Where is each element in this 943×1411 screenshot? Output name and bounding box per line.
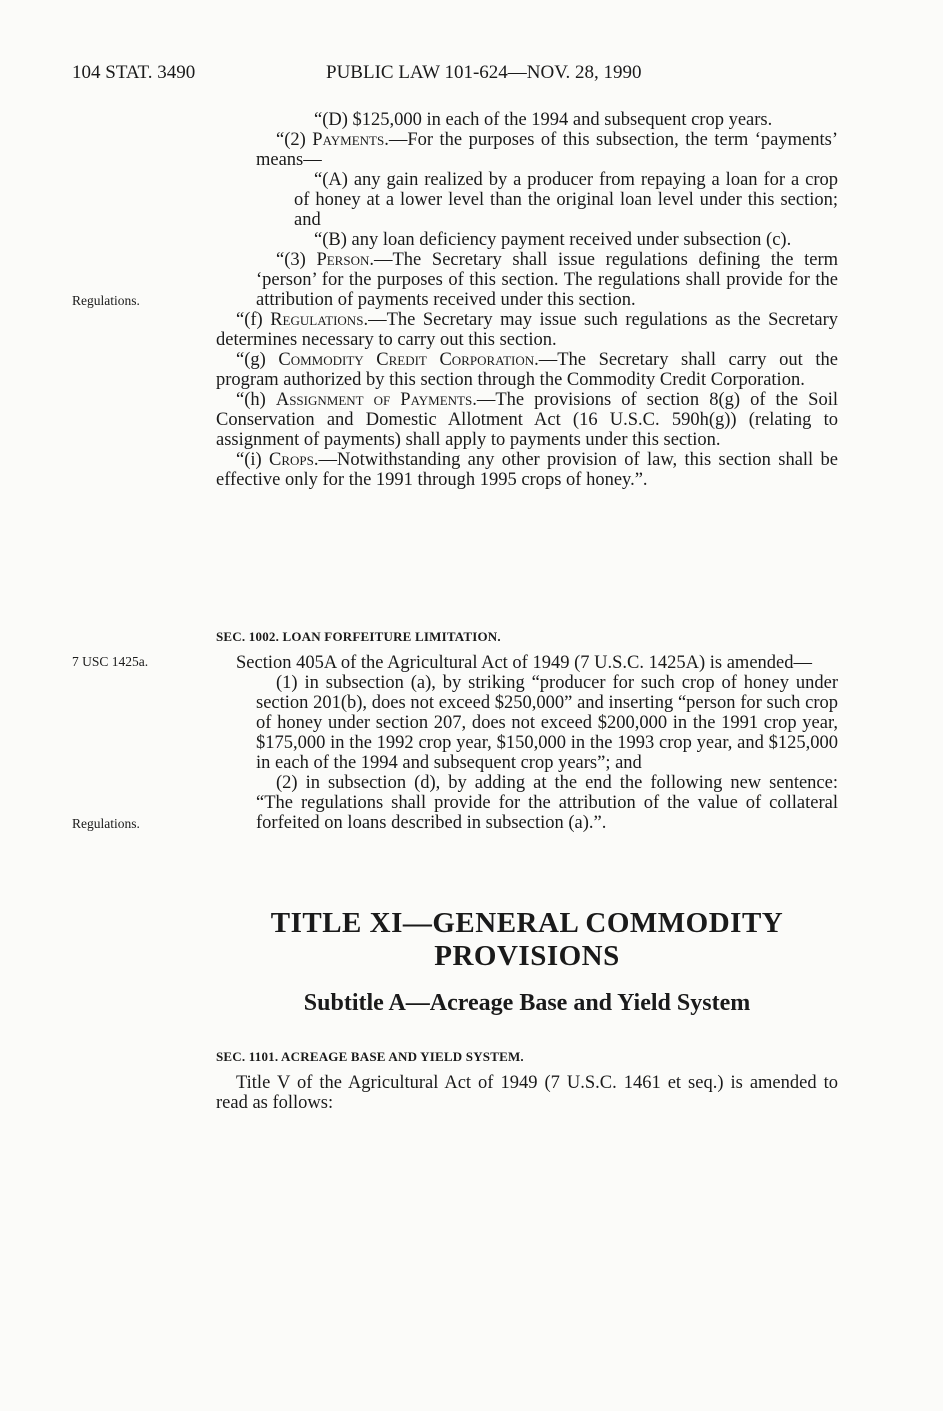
paragraph-3-open: “(3) [276,250,317,270]
section-1002-heading: SEC. 1002. LOAN FORFEITURE LIMITATION. [216,629,501,644]
title-xi-heading [216,907,838,973]
stat-citation: 104 STAT. 3490 [72,62,196,83]
subsection-g [216,350,838,390]
section-1002-item-1-text: (1) in subsection (a), by striking “producer for such crop of honey under section 201(b), does not exceed $250,000” and inserting “person for such crop of honey under section 207, does not exceed $200,000 in the 1991 crop year, $175,000 in the 1992 crop year, $150,000 in the 1993 crop year, and $125,000 in each of the 1994 and subsequent crop years”; and [256,673,838,773]
section-1101-heading: SEC. 1101. ACREAGE BASE AND YIELD SYSTEM. [216,1049,524,1064]
paragraph-2-payments [216,130,838,170]
subsection-i-open: “(i) [236,450,270,470]
paragraph-2-text [256,130,838,170]
subsection-i-caption: Crops [269,450,314,470]
section-1101-text: Title V of the Agricultural Act of 1949 (7 U.S.C. 1461 et seq.) is amended to read as follows: [216,1073,838,1113]
section-1101 [216,1047,838,1113]
margin-note-regulations-2: Regulations. [72,816,140,831]
margin-note-regulations: Regulations. [72,293,140,308]
subsection-g-caption: Commodity Credit Corporation [278,350,535,370]
paragraph-b-text: “(B) any loan deficiency payment received under subsection (c). [314,230,792,250]
section-1002-item-1 [216,673,838,773]
paragraph-a-text: “(A) any gain realized by a producer from repaying a loan for a crop of honey at a lower level than the original loan level under this section; and [294,170,838,230]
section-1002-intro: Section 405A of the Agricultural Act of 1949 (7 U.S.C. 1425A) is amended— [236,653,812,673]
subsection-f [216,310,838,350]
subsection-h-open: “(h) [236,390,276,410]
subsection-f-caption: Regulations [270,310,364,330]
paragraph-2-caption: Payments [312,130,385,150]
section-text-continued [216,110,838,490]
paragraph-3-caption: Person [316,250,370,270]
subsection-i [216,450,838,490]
paragraph-2-body: .—For the purposes of this subsection, the term ‘payments’ means— [256,130,838,170]
section-1002 [216,627,838,833]
paragraph-3-person [216,250,838,310]
subtitle-a-heading: Subtitle A—Acreage Base and Yield System [303,990,751,1016]
subsection-h-caption: Assignment of Payments [275,390,473,410]
paragraph-3-body: .—The Secretary shall issue regulations defining the term ‘person’ for the purposes of this section. The regulations shall provide for the attribution of payments received under this section. [256,250,838,310]
section-1002-item-2-text: (2) in subsection (d), by adding at the end the following new sentence: “The regulations shall provide for the attribution of the value of collateral forfeited on loans described in subsection (a).”. [256,773,838,833]
title-xi-line-2: PROVISIONS [434,940,620,972]
title-xi-line-1: TITLE XI—GENERAL COMMODITY [270,907,784,939]
margin-note-usc: 7 USC 1425a. [72,654,149,669]
subsection-g-open: “(g) [236,350,279,370]
subsection-h-body: .—The provisions of section 8(g) of the Soil Conservation and Domestic Allotment Act (16 U.S.C. 590h(g)) (relating to assignment of payments) shall apply to payments under this section. [216,390,838,450]
subsection-g-body: .—The Secretary shall carry out the program authorized by this section through the Commodity Credit Corporation. [216,350,838,390]
section-1002-item-2 [216,773,838,833]
subsection-h [216,390,838,450]
subsection-f-body: .—The Secretary may issue such regulations as the Secretary determines necessary to carry out this section. [216,310,838,350]
paragraph-3-text [256,250,838,310]
paragraph-d [216,110,838,130]
public-law-title: PUBLIC LAW 101-624—NOV. 28, 1990 [326,62,642,83]
paragraph-2-open: “(2) [276,130,313,150]
subsection-f-open: “(f) [236,310,271,330]
paragraph-a [216,170,838,230]
subsection-i-body: .—Notwithstanding any other provision of law, this section shall be effective only for the 1991 through 1995 crops of honey.”. [216,450,838,490]
paragraph-d-text: “(D) $125,000 in each of the 1994 and subsequent crop years. [314,110,773,130]
paragraph-b [216,230,838,250]
